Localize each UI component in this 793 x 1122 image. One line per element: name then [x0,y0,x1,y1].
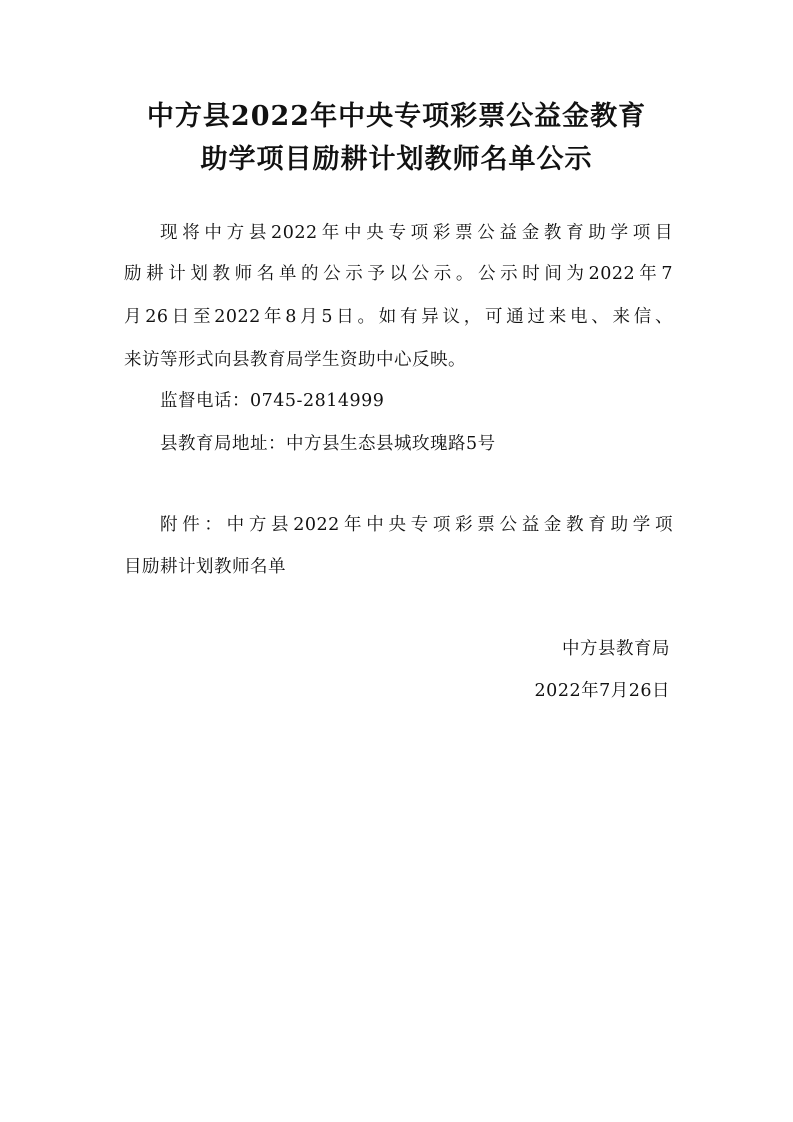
body-paragraph-line-4: 来访等形式向县教育局学生资助中心反映。 [124,350,466,370]
signature-issuer: 中方县教育局 [562,639,670,659]
attachment-line-2: 目励耕计划教师名单 [124,557,286,577]
document-title-line-1: 中方县2022年中央专项彩票公益金教育 [146,101,647,132]
supervision-phone: 监督电话：0745-2814999 [160,391,385,411]
attachment-line-1: 附件：中方县2022年中央专项彩票公益金教育助学项 [160,515,673,535]
body-paragraph-line-2: 励耕计划教师名单的公示予以公示。公示时间为2022年7 [124,264,673,284]
body-paragraph-line-3: 月26日至2022年8月5日。如有异议，可通过来电、来信、 [124,307,673,327]
signature-date: 2022年7月26日 [534,681,670,701]
bureau-address: 县教育局地址：中方县生态县城玫瑰路5号 [160,434,496,454]
body-paragraph-line-1: 现将中方县2022年中央专项彩票公益金教育助学项目 [160,223,673,243]
document-title-line-2: 助学项目励耕计划教师名单公示 [200,144,593,175]
